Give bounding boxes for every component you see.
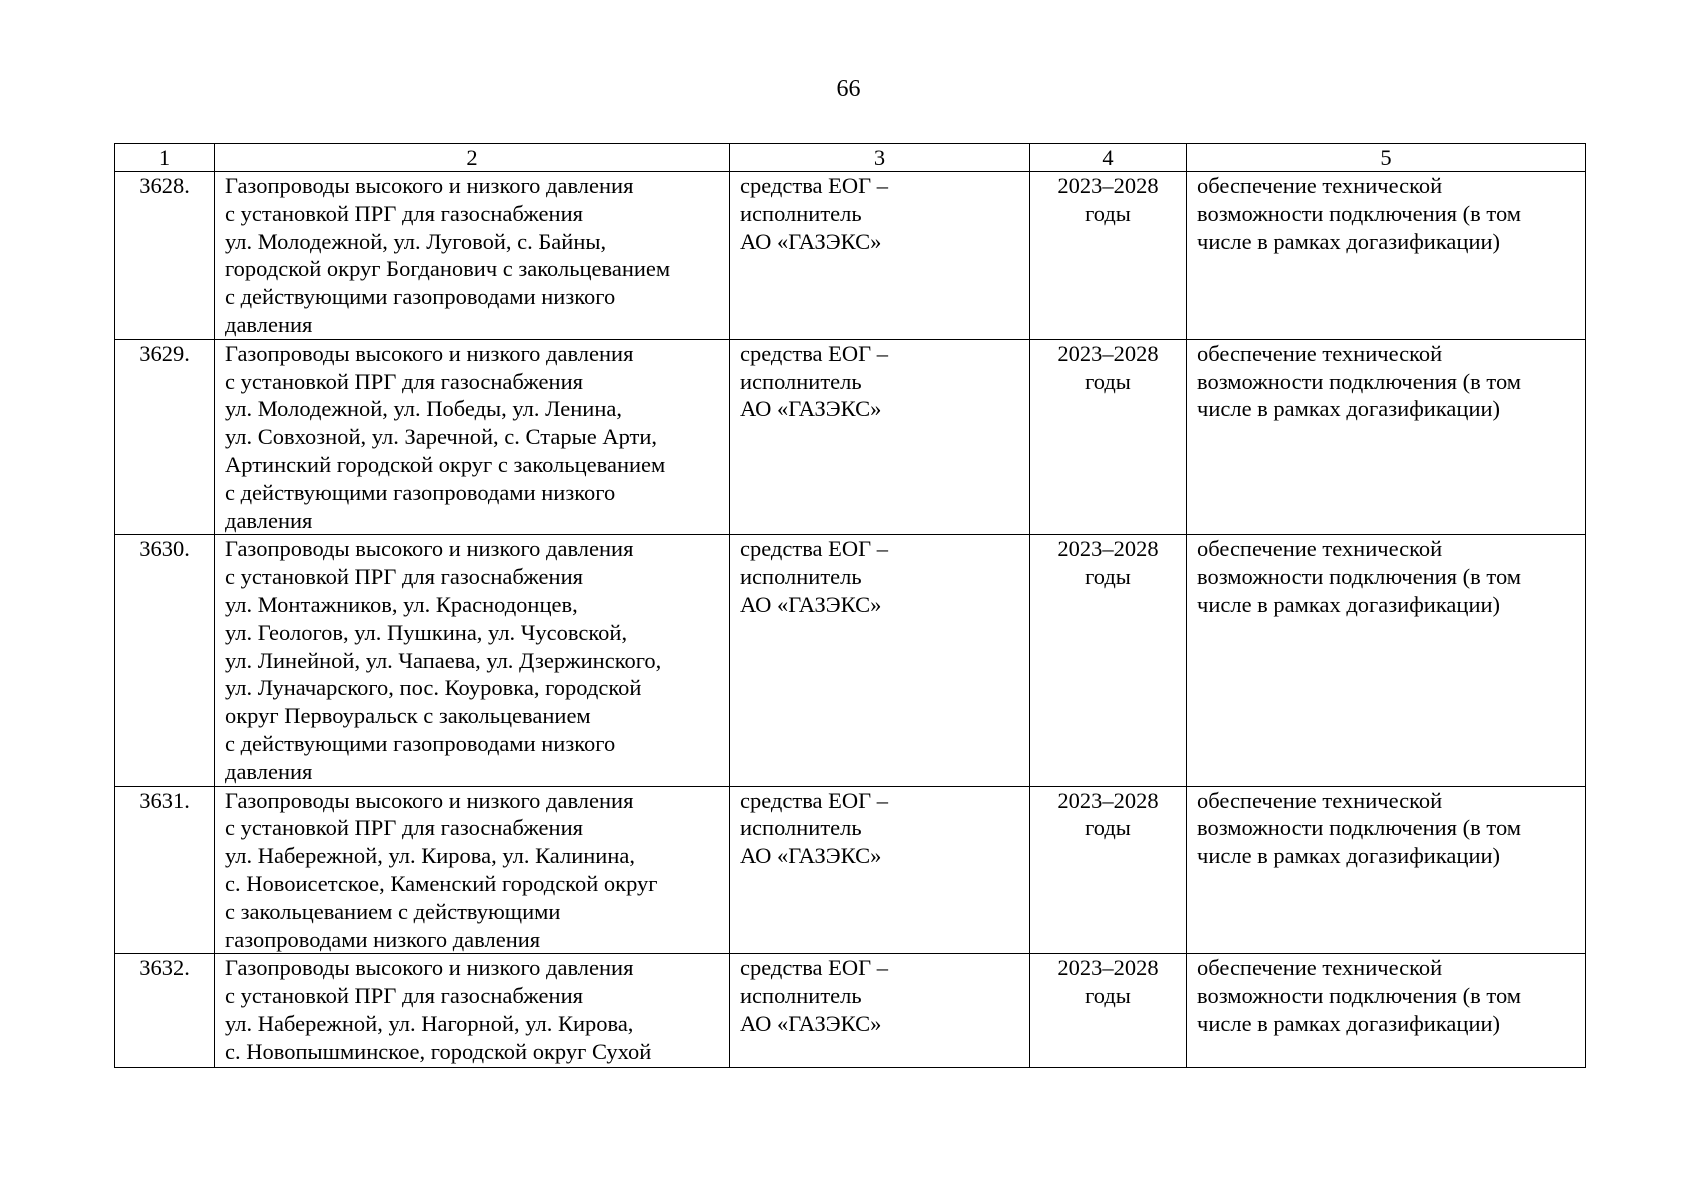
- table-body: [115, 172, 1586, 1068]
- implementation-period-cell: [1030, 535, 1187, 786]
- implementation-period-line: годы: [1085, 564, 1131, 590]
- row-number: 3631.: [115, 786, 215, 954]
- purpose-line: числе в рамках догазификации): [1197, 228, 1501, 254]
- purpose-cell: [1187, 172, 1586, 340]
- object-description-line: Газопроводы высокого и низкого давления: [225, 173, 634, 198]
- purpose-line: возможности подключения (в том: [1197, 200, 1521, 226]
- purpose-line: возможности подключения (в том: [1197, 983, 1521, 1009]
- purpose-line: возможности подключения (в том: [1197, 815, 1521, 841]
- funding-source-cell: [730, 339, 1030, 535]
- table-row: [115, 535, 1586, 786]
- object-description-line: ул. Монтажников, ул. Краснодонцев,: [225, 591, 578, 617]
- implementation-period-line: годы: [1085, 200, 1131, 226]
- object-description-cell: [215, 535, 730, 786]
- object-description-line: с действующими газопроводами низкого: [225, 730, 616, 756]
- purpose-line: возможности подключения (в том: [1197, 564, 1521, 590]
- object-description-line: ул. Совхозной, ул. Заречной, с. Старые Арти,: [225, 424, 658, 450]
- object-description-line: ул. Набережной, ул. Нагорной, ул. Кирова,: [225, 1010, 634, 1036]
- purpose-line: обеспечение технической: [1197, 173, 1443, 198]
- object-description-line: с установкой ПРГ для газоснабжения: [225, 815, 583, 841]
- purpose-line: числе в рамках догазификации): [1197, 843, 1501, 869]
- implementation-period-cell: [1030, 172, 1187, 340]
- funding-source-line: средства ЕОГ –: [740, 173, 889, 198]
- object-description-cell: [215, 172, 730, 340]
- implementation-period-line: годы: [1085, 815, 1131, 841]
- object-description-line: Газопроводы высокого и низкого давления: [225, 536, 634, 562]
- table-row: [115, 172, 1586, 340]
- header-col-3: 3: [730, 144, 1030, 172]
- object-description-cell: [215, 954, 730, 1067]
- funding-source-line: средства ЕОГ –: [740, 536, 889, 562]
- implementation-period-cell: [1030, 339, 1187, 535]
- object-description-line: ул. Молодежной, ул. Луговой, с. Байны,: [225, 228, 607, 254]
- row-number: 3629.: [115, 339, 215, 535]
- table-row: [115, 339, 1586, 535]
- funding-source-cell: [730, 535, 1030, 786]
- purpose-line: обеспечение технической: [1197, 955, 1443, 981]
- implementation-period-line: годы: [1085, 983, 1131, 1009]
- object-description-line: округ Первоуральск с закольцеванием: [225, 703, 591, 729]
- implementation-period-cell: [1030, 954, 1187, 1067]
- object-description-line: газопроводами низкого давления: [225, 926, 541, 952]
- object-description-line: давления: [225, 311, 313, 337]
- object-description-line: ул. Луначарского, пос. Коуровка, городской: [225, 675, 642, 701]
- object-description-line: с действующими газопроводами низкого: [225, 479, 616, 505]
- purpose-line: обеспечение технической: [1197, 787, 1443, 813]
- purpose-cell: [1187, 535, 1586, 786]
- program-table: [114, 143, 1586, 1068]
- purpose-line: числе в рамках догазификации): [1197, 396, 1501, 422]
- row-number: 3630.: [115, 535, 215, 786]
- funding-source-line: исполнитель: [740, 815, 862, 841]
- object-description-line: Газопроводы высокого и низкого давления: [225, 787, 634, 813]
- funding-source-line: средства ЕОГ –: [740, 787, 889, 813]
- purpose-cell: [1187, 786, 1586, 954]
- header-col-4: 4: [1030, 144, 1187, 172]
- object-description-cell: [215, 786, 730, 954]
- header-row: [115, 144, 1586, 172]
- funding-source-cell: [730, 954, 1030, 1067]
- header-col-2: 2: [215, 144, 730, 172]
- purpose-line: числе в рамках догазификации): [1197, 1010, 1501, 1036]
- funding-source-line: АО «ГАЗЭКС»: [740, 843, 882, 869]
- purpose-line: возможности подключения (в том: [1197, 368, 1521, 394]
- funding-source-line: АО «ГАЗЭКС»: [740, 228, 882, 254]
- table-row: [115, 786, 1586, 954]
- object-description-line: Газопроводы высокого и низкого давления: [225, 955, 634, 981]
- purpose-cell: [1187, 339, 1586, 535]
- object-description-line: давления: [225, 507, 313, 533]
- object-description-line: городской округ Богданович с закольцеванием: [225, 256, 671, 282]
- object-description-line: с. Новоисетское, Каменский городской округ: [225, 870, 658, 896]
- row-number: 3632.: [115, 954, 215, 1067]
- object-description-line: ул. Набережной, ул. Кирова, ул. Калинина,: [225, 843, 635, 869]
- object-description-line: Артинский городской округ с закольцеванием: [225, 451, 666, 477]
- object-description-line: ул. Линейной, ул. Чапаева, ул. Дзержинского,: [225, 647, 662, 673]
- row-number: 3628.: [115, 172, 215, 340]
- implementation-period-line: 2023–2028: [1057, 173, 1159, 198]
- object-description-line: с установкой ПРГ для газоснабжения: [225, 564, 583, 590]
- funding-source-cell: [730, 786, 1030, 954]
- object-description-line: с установкой ПРГ для газоснабжения: [225, 200, 583, 226]
- implementation-period-line: 2023–2028: [1057, 955, 1159, 981]
- funding-source-line: исполнитель: [740, 200, 862, 226]
- purpose-line: обеспечение технической: [1197, 340, 1443, 366]
- purpose-line: обеспечение технической: [1197, 536, 1443, 562]
- implementation-period-line: 2023–2028: [1057, 536, 1159, 562]
- table-header: [115, 144, 1586, 172]
- funding-source-line: исполнитель: [740, 983, 862, 1009]
- object-description-cell: [215, 339, 730, 535]
- object-description-line: с действующими газопроводами низкого: [225, 284, 616, 310]
- funding-source-line: средства ЕОГ –: [740, 340, 889, 366]
- purpose-cell: [1187, 954, 1586, 1067]
- object-description-line: ул. Геологов, ул. Пушкина, ул. Чусовской,: [225, 619, 628, 645]
- header-col-1: 1: [115, 144, 215, 172]
- object-description-line: ул. Молодежной, ул. Победы, ул. Ленина,: [225, 396, 622, 422]
- purpose-line: числе в рамках догазификации): [1197, 591, 1501, 617]
- object-description-line: Газопроводы высокого и низкого давления: [225, 340, 634, 366]
- table-row: [115, 954, 1586, 1067]
- funding-source-line: АО «ГАЗЭКС»: [740, 1010, 882, 1036]
- funding-source-line: исполнитель: [740, 368, 862, 394]
- funding-source-line: средства ЕОГ –: [740, 955, 889, 981]
- funding-source-line: АО «ГАЗЭКС»: [740, 396, 882, 422]
- object-description-line: с установкой ПРГ для газоснабжения: [225, 368, 583, 394]
- funding-source-line: исполнитель: [740, 564, 862, 590]
- object-description-line: давления: [225, 758, 313, 784]
- funding-source-line: АО «ГАЗЭКС»: [740, 591, 882, 617]
- implementation-period-line: 2023–2028: [1057, 340, 1159, 366]
- header-col-5: 5: [1187, 144, 1586, 172]
- implementation-period-cell: [1030, 786, 1187, 954]
- object-description-line: с закольцеванием с действующими: [225, 898, 561, 924]
- page-number: 66: [836, 76, 861, 102]
- implementation-period-line: годы: [1085, 368, 1131, 394]
- object-description-line: с. Новопышминское, городской округ Сухой: [225, 1038, 652, 1064]
- funding-source-cell: [730, 172, 1030, 340]
- implementation-period-line: 2023–2028: [1057, 787, 1159, 813]
- object-description-line: с установкой ПРГ для газоснабжения: [225, 983, 583, 1009]
